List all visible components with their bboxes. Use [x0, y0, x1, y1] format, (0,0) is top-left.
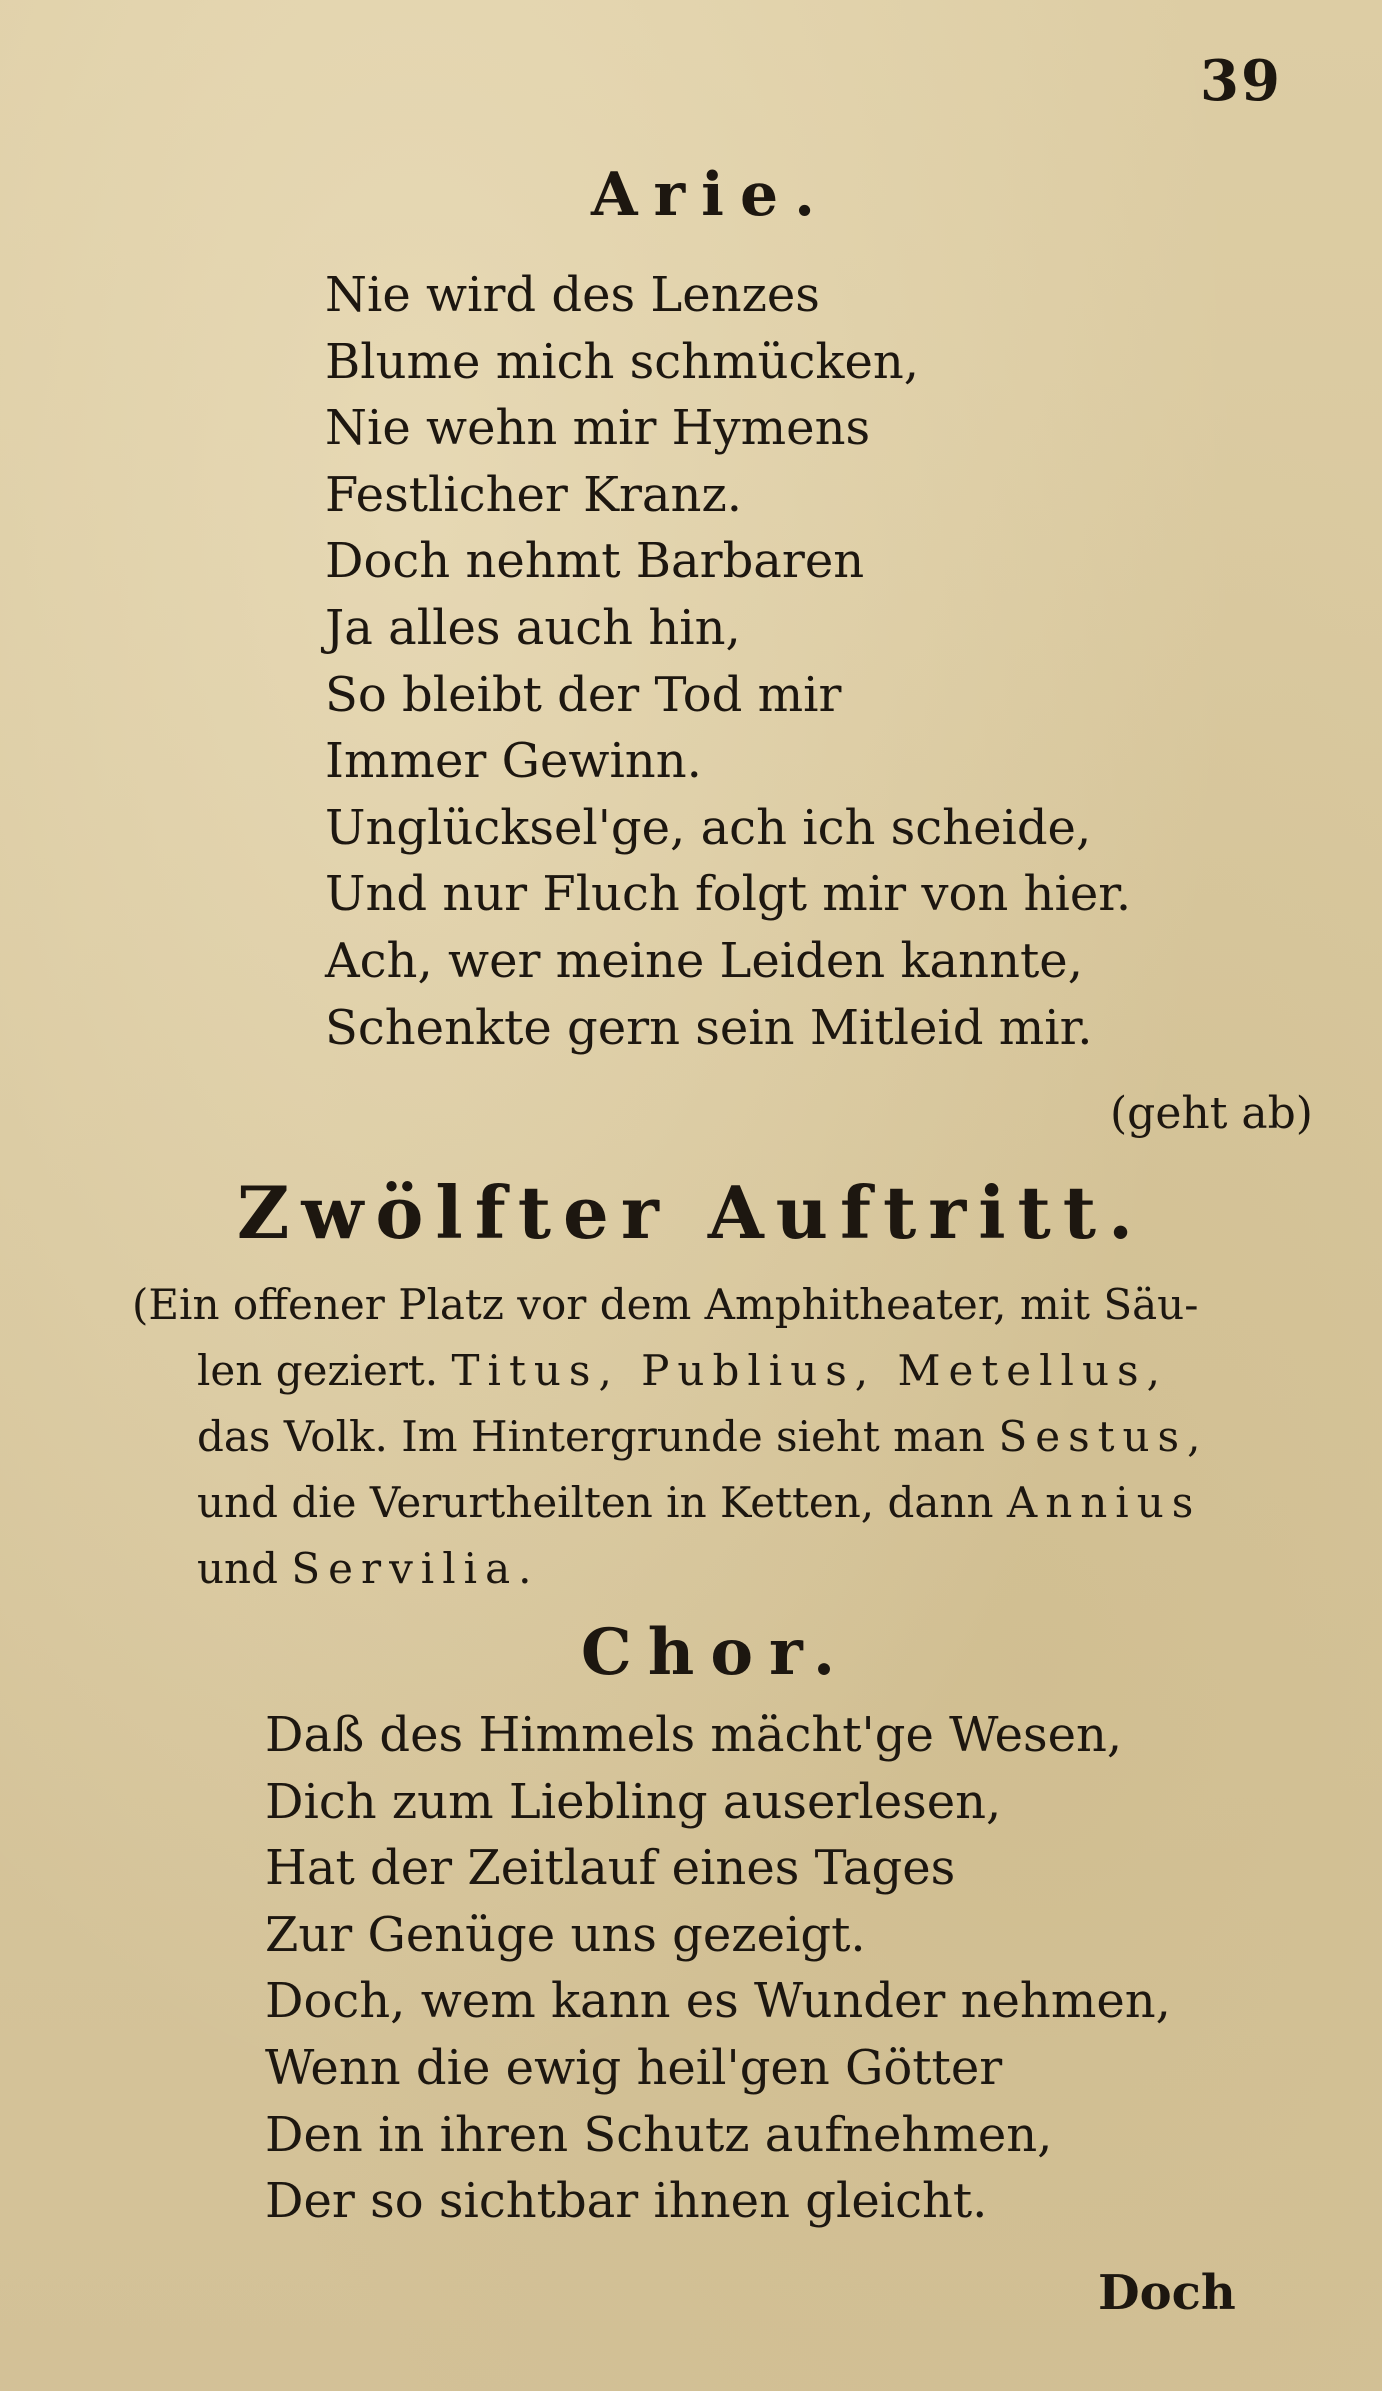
catchword: Doch [1098, 2265, 1236, 2321]
aria-line: Unglücksel'ge, ach ich scheide, [325, 799, 1092, 856]
scene-heading: Zwölfter Auftritt. [236, 1170, 1146, 1255]
stage-direction-line [132, 1404, 1282, 1470]
direction-text: und die Verurtheilten in Ketten, dann [197, 1478, 994, 1527]
aria-line: Und nur Fluch folgt mir von hier. [325, 866, 1132, 923]
direction-text: das Volk. [197, 1412, 388, 1461]
aria-line: Schenkte gern sein Mitleid mir. [325, 999, 1093, 1056]
chorus-verse [265, 1702, 1171, 2235]
chorus-line: Daß des Himmels mächt'ge Wesen, [265, 1707, 1123, 1763]
aria-line: Nie wehn mir Hymens [325, 400, 871, 457]
aria-heading: Arie. [590, 160, 832, 230]
chorus-line: Dich zum Liebling auserlesen, [265, 1773, 1002, 1830]
chorus-line: Hat der Zeitlauf eines Tages [265, 1840, 956, 1897]
stage-direction [132, 1272, 1282, 1602]
direction-text: Im Hintergrunde sieht man [401, 1412, 986, 1461]
stage-direction-line [132, 1338, 1282, 1404]
page-number: 39 [1200, 48, 1282, 114]
character-name: Servilia. [291, 1544, 540, 1593]
stage-direction-line [132, 1470, 1282, 1536]
aria-line: Ja alles auch hin, [325, 599, 741, 656]
chorus-line: Zur Genüge uns gezeigt. [265, 1906, 866, 1963]
character-name: Sestus, [998, 1412, 1209, 1461]
direction-text: und [197, 1544, 278, 1593]
aria-line: So bleibt der Tod mir [325, 666, 842, 723]
chorus-line: Wenn die ewig heil'gen Götter [265, 2039, 1003, 2096]
character-name: Annius [1006, 1478, 1202, 1527]
stage-direction-line [132, 1536, 1282, 1602]
stage-direction-line: (Ein offener Platz vor dem Amphitheater, mit Säu- [132, 1280, 1199, 1329]
direction-text: len geziert. [197, 1346, 439, 1395]
aria-line: Ach, wer meine Leiden kannte, [325, 932, 1083, 989]
chorus-line: Doch, wem kann es Wunder nehmen, [265, 1973, 1171, 2030]
stage-exit-direction: (geht ab) [1110, 1088, 1313, 1139]
aria-line: Nie wird des Lenzes [325, 267, 820, 323]
chorus-line: Den in ihren Schutz aufnehmen, [265, 2106, 1053, 2163]
character-names: Titus, Publius, Metellus, [451, 1346, 1168, 1395]
chorus-heading: Chor. [580, 1615, 852, 1690]
chorus-line: Der so sichtbar ihnen gleicht. [265, 2173, 988, 2230]
aria-line: Blume mich schmücken, [325, 333, 920, 390]
aria-line: Doch nehmt Barbaren [325, 533, 865, 590]
aria-line: Festlicher Kranz. [325, 466, 742, 523]
aria-line: Immer Gewinn. [325, 733, 702, 790]
aria-verse [325, 262, 1131, 1061]
